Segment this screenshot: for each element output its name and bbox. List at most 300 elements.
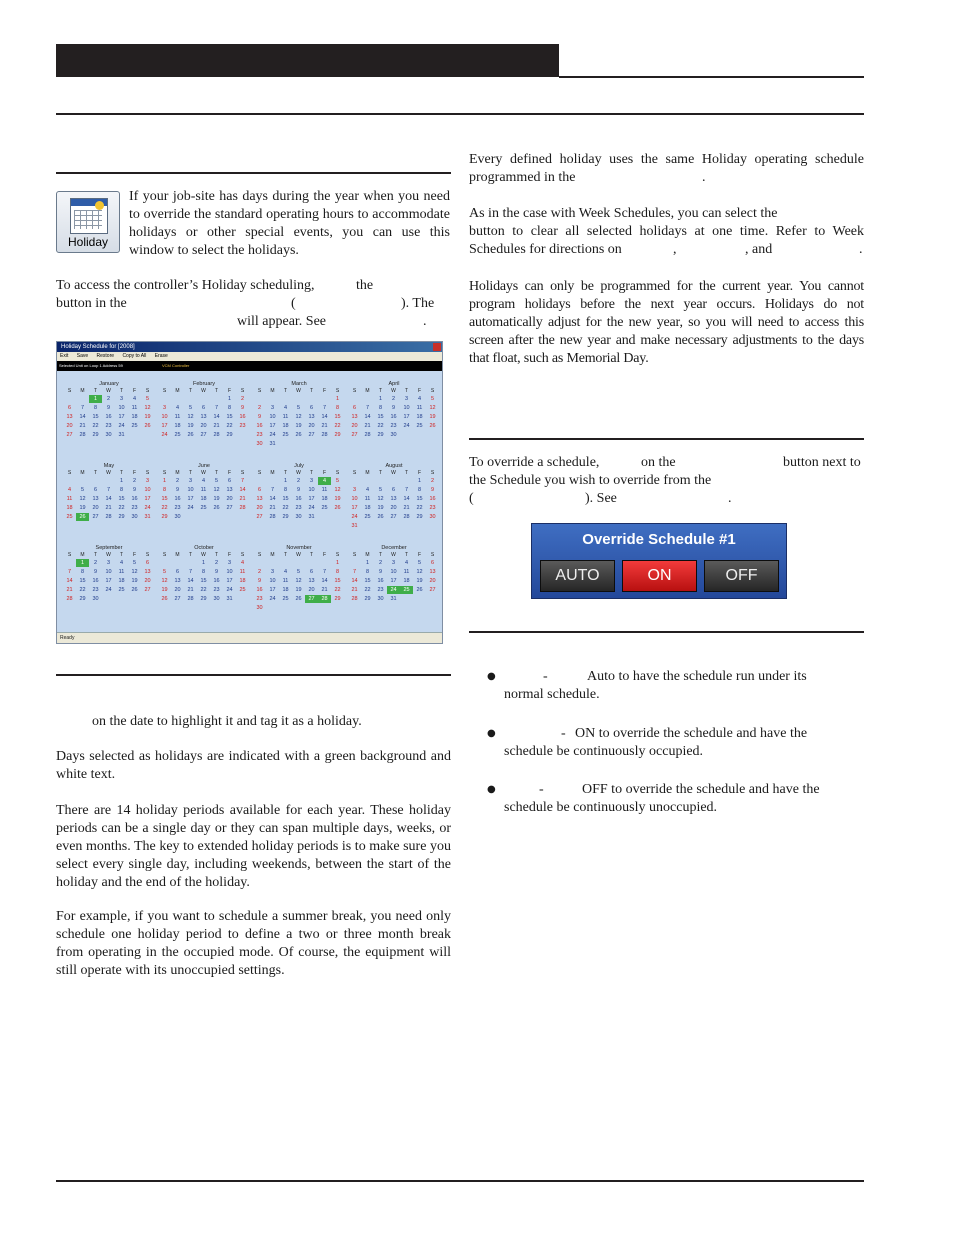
calendar-day[interactable]: 13 bbox=[200, 414, 207, 420]
calendar-day[interactable]: 14 bbox=[321, 578, 328, 584]
calendar-day[interactable]: 7 bbox=[80, 405, 85, 411]
calendar-day[interactable]: 11 bbox=[118, 569, 125, 575]
calendar-day[interactable]: 15 bbox=[200, 578, 207, 584]
calendar-day[interactable]: 24 bbox=[226, 587, 233, 593]
calendar-day[interactable]: 20 bbox=[256, 505, 263, 511]
calendar-day[interactable]: 12 bbox=[213, 487, 220, 493]
calendar-day[interactable]: 22 bbox=[226, 423, 233, 429]
calendar-day[interactable]: 10 bbox=[105, 569, 112, 575]
calendar-day[interactable]: 1 bbox=[365, 560, 370, 566]
calendar-day[interactable]: 23 bbox=[92, 587, 99, 593]
calendar-day[interactable]: 25 bbox=[239, 587, 246, 593]
calendar-day[interactable]: 11 bbox=[200, 487, 207, 493]
calendar-day[interactable]: 14 bbox=[79, 414, 86, 420]
menu-erase[interactable]: Erase bbox=[154, 353, 168, 359]
calendar-day[interactable]: 17 bbox=[226, 578, 233, 584]
calendar-day[interactable]: 22 bbox=[334, 587, 341, 593]
calendar-day[interactable]: 6 bbox=[93, 487, 98, 493]
calendar-day[interactable]: 5 bbox=[430, 396, 435, 402]
calendar-day[interactable]: 14 bbox=[213, 414, 220, 420]
calendar-day[interactable]: 18 bbox=[174, 423, 181, 429]
calendar-day[interactable]: 23 bbox=[105, 423, 112, 429]
calendar-day[interactable]: 7 bbox=[188, 569, 193, 575]
calendar-day[interactable]: 26 bbox=[334, 505, 341, 511]
calendar-day[interactable]: 10 bbox=[390, 569, 397, 575]
calendar-day[interactable]: 11 bbox=[416, 405, 423, 411]
calendar-day[interactable]: 20 bbox=[351, 423, 358, 429]
calendar-day[interactable]: 19 bbox=[377, 505, 384, 511]
calendar-day[interactable]: 13 bbox=[144, 569, 151, 575]
calendar-day[interactable]: 30 bbox=[174, 514, 181, 520]
calendar-day[interactable]: 3 bbox=[227, 560, 232, 566]
calendar-day[interactable]: 19 bbox=[131, 578, 138, 584]
calendar-day[interactable]: 1 bbox=[76, 559, 89, 567]
calendar-day[interactable]: 22 bbox=[118, 505, 125, 511]
calendar-day[interactable]: 28 bbox=[364, 432, 371, 438]
menu-save[interactable]: Save bbox=[76, 353, 89, 359]
calendar-day[interactable]: 15 bbox=[161, 496, 168, 502]
calendar-day[interactable]: 23 bbox=[429, 505, 436, 511]
calendar-day[interactable]: 10 bbox=[351, 496, 358, 502]
calendar-day[interactable]: 17 bbox=[390, 578, 397, 584]
calendar-day[interactable]: 12 bbox=[79, 496, 86, 502]
calendar-day[interactable]: 28 bbox=[239, 505, 246, 511]
calendar-day[interactable]: 10 bbox=[308, 487, 315, 493]
calendar-day[interactable]: 1 bbox=[162, 478, 167, 484]
calendar-day[interactable]: 19 bbox=[187, 423, 194, 429]
calendar-day[interactable]: 22 bbox=[377, 423, 384, 429]
calendar-day[interactable]: 6 bbox=[175, 569, 180, 575]
calendar-day[interactable]: 12 bbox=[377, 496, 384, 502]
calendar-day[interactable]: 29 bbox=[92, 432, 99, 438]
calendar-day[interactable]: 3 bbox=[145, 478, 150, 484]
calendar-day[interactable]: 20 bbox=[226, 496, 233, 502]
calendar-day[interactable]: 15 bbox=[79, 578, 86, 584]
calendar-day[interactable]: 8 bbox=[335, 405, 340, 411]
calendar-day[interactable]: 17 bbox=[144, 496, 151, 502]
off-button[interactable]: OFF bbox=[704, 560, 779, 592]
calendar-day[interactable]: 31 bbox=[226, 596, 233, 602]
calendar-day[interactable]: 13 bbox=[308, 414, 315, 420]
calendar-day[interactable]: 12 bbox=[295, 578, 302, 584]
calendar-day[interactable]: 11 bbox=[282, 578, 289, 584]
calendar-day[interactable]: 28 bbox=[351, 596, 358, 602]
calendar-day[interactable]: 27 bbox=[429, 587, 436, 593]
calendar-day[interactable]: 3 bbox=[119, 396, 124, 402]
calendar-day[interactable]: 22 bbox=[92, 423, 99, 429]
calendar-day[interactable]: 4 bbox=[67, 487, 72, 493]
calendar-day[interactable]: 9 bbox=[391, 405, 396, 411]
calendar-day[interactable]: 14 bbox=[351, 578, 358, 584]
calendar-day[interactable]: 22 bbox=[282, 505, 289, 511]
calendar-day[interactable]: 25 bbox=[66, 514, 73, 520]
calendar-day[interactable]: 14 bbox=[105, 496, 112, 502]
calendar-day[interactable]: 25 bbox=[416, 423, 423, 429]
calendar-day[interactable]: 15 bbox=[334, 414, 341, 420]
calendar-day[interactable]: 6 bbox=[201, 405, 206, 411]
calendar-day[interactable]: 16 bbox=[239, 414, 246, 420]
calendar-day[interactable]: 21 bbox=[351, 587, 358, 593]
calendar-day[interactable]: 24 bbox=[403, 423, 410, 429]
calendar-day[interactable]: 5 bbox=[80, 487, 85, 493]
calendar-day[interactable]: 7 bbox=[270, 487, 275, 493]
calendar-day[interactable]: 19 bbox=[79, 505, 86, 511]
calendar-day[interactable]: 6 bbox=[145, 560, 150, 566]
calendar-day[interactable]: 1 bbox=[378, 396, 383, 402]
calendar-day[interactable]: 30 bbox=[429, 514, 436, 520]
calendar-day[interactable]: 2 bbox=[214, 560, 219, 566]
calendar-day[interactable]: 16 bbox=[105, 414, 112, 420]
calendar-day[interactable]: 17 bbox=[118, 414, 125, 420]
calendar-day[interactable]: 14 bbox=[66, 578, 73, 584]
calendar-day[interactable]: 10 bbox=[226, 569, 233, 575]
calendar-day[interactable]: 16 bbox=[256, 423, 263, 429]
calendar-day[interactable]: 2 bbox=[430, 478, 435, 484]
calendar-day[interactable]: 9 bbox=[296, 487, 301, 493]
calendar-day[interactable]: 2 bbox=[257, 405, 262, 411]
calendar-day[interactable]: 2 bbox=[378, 560, 383, 566]
calendar-day[interactable]: 4 bbox=[132, 396, 137, 402]
calendar-day[interactable]: 1 bbox=[335, 396, 340, 402]
calendar-day[interactable]: 14 bbox=[187, 578, 194, 584]
calendar-day[interactable]: 20 bbox=[429, 578, 436, 584]
calendar-day[interactable]: 3 bbox=[404, 396, 409, 402]
calendar-day[interactable]: 22 bbox=[364, 587, 371, 593]
calendar-day[interactable]: 12 bbox=[295, 414, 302, 420]
calendar-day[interactable]: 3 bbox=[309, 478, 314, 484]
calendar-day[interactable]: 29 bbox=[79, 596, 86, 602]
calendar-day[interactable]: 29 bbox=[334, 432, 341, 438]
calendar-day[interactable]: 11 bbox=[239, 569, 246, 575]
calendar-day[interactable]: 7 bbox=[352, 569, 357, 575]
calendar-day[interactable]: 30 bbox=[105, 432, 112, 438]
calendar-day[interactable]: 2 bbox=[93, 560, 98, 566]
calendar-day[interactable]: 1 bbox=[201, 560, 206, 566]
calendar-day[interactable]: 11 bbox=[174, 414, 181, 420]
calendar-day[interactable]: 9 bbox=[257, 414, 262, 420]
calendar-day[interactable]: 27 bbox=[256, 514, 263, 520]
calendar-day[interactable]: 24 bbox=[161, 432, 168, 438]
calendar-day[interactable]: 27 bbox=[390, 514, 397, 520]
calendar-day[interactable]: 15 bbox=[364, 578, 371, 584]
calendar-day[interactable]: 20 bbox=[174, 587, 181, 593]
calendar-day[interactable]: 19 bbox=[161, 587, 168, 593]
calendar-day[interactable]: 30 bbox=[390, 432, 397, 438]
calendar-day[interactable]: 8 bbox=[335, 569, 340, 575]
calendar-day[interactable]: 3 bbox=[391, 560, 396, 566]
calendar-day[interactable]: 30 bbox=[131, 514, 138, 520]
calendar-day[interactable]: 3 bbox=[352, 487, 357, 493]
calendar-day[interactable]: 19 bbox=[295, 587, 302, 593]
calendar-day[interactable]: 11 bbox=[282, 414, 289, 420]
calendar-day[interactable]: 14 bbox=[364, 414, 371, 420]
calendar-day[interactable]: 9 bbox=[106, 405, 111, 411]
menu-exit[interactable]: Exit bbox=[60, 353, 69, 359]
calendar-day[interactable]: 15 bbox=[118, 496, 125, 502]
calendar-day[interactable]: 8 bbox=[378, 405, 383, 411]
calendar-day[interactable]: 31 bbox=[390, 596, 397, 602]
calendar-day[interactable]: 27 bbox=[226, 505, 233, 511]
calendar-day[interactable]: 6 bbox=[309, 569, 314, 575]
calendar-day[interactable]: 17 bbox=[105, 578, 112, 584]
calendar-day[interactable]: 12 bbox=[131, 569, 138, 575]
calendar-day[interactable]: 5 bbox=[296, 569, 301, 575]
calendar-day[interactable]: 27 bbox=[305, 595, 318, 603]
calendar-day[interactable]: 18 bbox=[66, 505, 73, 511]
calendar-day[interactable]: 5 bbox=[378, 487, 383, 493]
calendar-day[interactable]: 29 bbox=[118, 514, 125, 520]
calendar-day[interactable]: 2 bbox=[175, 478, 180, 484]
calendar-day[interactable]: 4 bbox=[283, 405, 288, 411]
calendar-day[interactable]: 14 bbox=[403, 496, 410, 502]
calendar-day[interactable]: 17 bbox=[187, 496, 194, 502]
calendar-day[interactable]: 8 bbox=[93, 405, 98, 411]
calendar-day[interactable]: 29 bbox=[334, 596, 341, 602]
auto-button[interactable]: AUTO bbox=[540, 560, 615, 592]
calendar-day[interactable]: 27 bbox=[308, 432, 315, 438]
calendar-day[interactable]: 21 bbox=[66, 587, 73, 593]
calendar-day[interactable]: 1 bbox=[417, 478, 422, 484]
calendar-day[interactable]: 28 bbox=[66, 596, 73, 602]
calendar-day[interactable]: 28 bbox=[187, 596, 194, 602]
calendar-day[interactable]: 10 bbox=[187, 487, 194, 493]
calendar-day[interactable]: 13 bbox=[256, 496, 263, 502]
calendar-day[interactable]: 24 bbox=[118, 423, 125, 429]
calendar-day[interactable]: 11 bbox=[403, 569, 410, 575]
calendar-day[interactable]: 30 bbox=[213, 596, 220, 602]
calendar-day[interactable]: 4 bbox=[365, 487, 370, 493]
calendar-day[interactable]: 22 bbox=[79, 587, 86, 593]
calendar-day[interactable]: 5 bbox=[335, 478, 340, 484]
calendar-day[interactable]: 31 bbox=[351, 523, 358, 529]
calendar-day[interactable]: 24 bbox=[269, 432, 276, 438]
calendar-day[interactable]: 11 bbox=[364, 496, 371, 502]
calendar-day[interactable]: 27 bbox=[174, 596, 181, 602]
calendar-day[interactable]: 16 bbox=[174, 496, 181, 502]
calendar-day[interactable]: 18 bbox=[239, 578, 246, 584]
calendar-day[interactable]: 17 bbox=[351, 505, 358, 511]
calendar-day[interactable]: 22 bbox=[334, 423, 341, 429]
calendar-day[interactable]: 4 bbox=[417, 396, 422, 402]
calendar-day[interactable]: 13 bbox=[226, 487, 233, 493]
calendar-day[interactable]: 2 bbox=[257, 569, 262, 575]
calendar-day[interactable]: 10 bbox=[269, 414, 276, 420]
calendar-day[interactable]: 11 bbox=[321, 487, 328, 493]
calendar-day[interactable]: 20 bbox=[308, 423, 315, 429]
calendar-day[interactable]: 6 bbox=[430, 560, 435, 566]
calendar-day[interactable]: 29 bbox=[364, 596, 371, 602]
calendar-day[interactable]: 24 bbox=[308, 505, 315, 511]
calendar-day[interactable]: 19 bbox=[416, 578, 423, 584]
calendar-day[interactable]: 9 bbox=[214, 569, 219, 575]
calendar-day[interactable]: 18 bbox=[118, 578, 125, 584]
calendar-day[interactable]: 18 bbox=[282, 587, 289, 593]
calendar-day[interactable]: 13 bbox=[92, 496, 99, 502]
calendar-day[interactable]: 8 bbox=[227, 405, 232, 411]
calendar-day[interactable]: 23 bbox=[213, 587, 220, 593]
calendar-day[interactable]: 16 bbox=[377, 578, 384, 584]
calendar-day[interactable]: 5 bbox=[162, 569, 167, 575]
calendar-day[interactable]: 28 bbox=[403, 514, 410, 520]
calendar-day[interactable]: 16 bbox=[92, 578, 99, 584]
calendar-day[interactable]: 21 bbox=[187, 587, 194, 593]
calendar-day[interactable]: 13 bbox=[174, 578, 181, 584]
calendar-day[interactable]: 30 bbox=[295, 514, 302, 520]
calendar-day[interactable]: 7 bbox=[322, 569, 327, 575]
calendar-day[interactable]: 15 bbox=[282, 496, 289, 502]
calendar-day[interactable]: 8 bbox=[283, 487, 288, 493]
calendar-day[interactable]: 6 bbox=[391, 487, 396, 493]
calendar-day[interactable]: 8 bbox=[162, 487, 167, 493]
calendar-day[interactable]: 4 bbox=[404, 560, 409, 566]
calendar-day[interactable]: 24 bbox=[144, 505, 151, 511]
calendar-day[interactable]: 19 bbox=[334, 496, 341, 502]
calendar-day[interactable]: 25 bbox=[118, 587, 125, 593]
calendar-day[interactable]: 26 bbox=[377, 514, 384, 520]
calendar-day[interactable]: 5 bbox=[132, 560, 137, 566]
calendar-day[interactable]: 14 bbox=[239, 487, 246, 493]
calendar-day[interactable]: 16 bbox=[390, 414, 397, 420]
calendar-day[interactable]: 1 bbox=[283, 478, 288, 484]
calendar-day[interactable]: 23 bbox=[131, 505, 138, 511]
calendar-day[interactable]: 20 bbox=[200, 423, 207, 429]
calendar-day[interactable]: 16 bbox=[256, 587, 263, 593]
calendar-day[interactable]: 20 bbox=[390, 505, 397, 511]
calendar-day[interactable]: 31 bbox=[118, 432, 125, 438]
calendar-day[interactable]: 27 bbox=[200, 432, 207, 438]
calendar-day[interactable]: 26 bbox=[295, 596, 302, 602]
calendar-day[interactable]: 25 bbox=[200, 505, 207, 511]
calendar-day[interactable]: 4 bbox=[175, 405, 180, 411]
calendar-day[interactable]: 18 bbox=[416, 414, 423, 420]
calendar-day[interactable]: 16 bbox=[429, 496, 436, 502]
calendar-day[interactable]: 26 bbox=[213, 505, 220, 511]
calendar-day[interactable]: 6 bbox=[309, 405, 314, 411]
calendar-day[interactable]: 3 bbox=[270, 569, 275, 575]
calendar-day[interactable]: 13 bbox=[66, 414, 73, 420]
calendar-day[interactable]: 30 bbox=[256, 441, 263, 447]
calendar-day[interactable]: 17 bbox=[269, 423, 276, 429]
calendar-day[interactable]: 31 bbox=[308, 514, 315, 520]
calendar-day[interactable]: 2 bbox=[106, 396, 111, 402]
calendar-day[interactable]: 17 bbox=[269, 587, 276, 593]
calendar-day[interactable]: 25 bbox=[282, 596, 289, 602]
calendar-day[interactable]: 30 bbox=[92, 596, 99, 602]
calendar-day[interactable]: 28 bbox=[321, 432, 328, 438]
calendar-day[interactable]: 12 bbox=[429, 405, 436, 411]
menu-restore[interactable]: Restore bbox=[96, 353, 115, 359]
calendar-day[interactable]: 7 bbox=[322, 405, 327, 411]
calendar-day[interactable]: 3 bbox=[106, 560, 111, 566]
calendar-day[interactable]: 3 bbox=[270, 405, 275, 411]
calendar-day[interactable]: 3 bbox=[162, 405, 167, 411]
calendar-day[interactable]: 19 bbox=[295, 423, 302, 429]
calendar-day[interactable]: 5 bbox=[417, 560, 422, 566]
calendar-day[interactable]: 23 bbox=[390, 423, 397, 429]
calendar-day[interactable]: 10 bbox=[269, 578, 276, 584]
calendar-day[interactable]: 7 bbox=[106, 487, 111, 493]
calendar-day[interactable]: 22 bbox=[161, 505, 168, 511]
calendar-day[interactable]: 30 bbox=[256, 605, 263, 611]
calendar-day[interactable]: 10 bbox=[144, 487, 151, 493]
calendar-day[interactable]: 8 bbox=[119, 487, 124, 493]
calendar-day[interactable]: 23 bbox=[295, 505, 302, 511]
calendar-day[interactable]: 13 bbox=[429, 569, 436, 575]
calendar-day[interactable]: 15 bbox=[334, 578, 341, 584]
calendar-day[interactable]: 30 bbox=[377, 596, 384, 602]
calendar-day[interactable]: 18 bbox=[131, 414, 138, 420]
calendar-day[interactable]: 25 bbox=[364, 514, 371, 520]
calendar-day[interactable]: 19 bbox=[429, 414, 436, 420]
calendar-day[interactable]: 18 bbox=[282, 423, 289, 429]
calendar-day[interactable]: 8 bbox=[417, 487, 422, 493]
calendar-day[interactable]: 12 bbox=[144, 405, 151, 411]
calendar-day[interactable]: 9 bbox=[430, 487, 435, 493]
calendar-day[interactable]: 5 bbox=[188, 405, 193, 411]
calendar-day[interactable]: 21 bbox=[321, 587, 328, 593]
calendar-day[interactable]: 31 bbox=[269, 441, 276, 447]
calendar-day[interactable]: 29 bbox=[282, 514, 289, 520]
calendar-day[interactable]: 17 bbox=[403, 414, 410, 420]
calendar-day[interactable]: 6 bbox=[227, 478, 232, 484]
menu-copy-to-all[interactable]: Copy to All bbox=[122, 353, 147, 359]
calendar-day[interactable]: 4 bbox=[283, 569, 288, 575]
calendar-day[interactable]: 9 bbox=[257, 578, 262, 584]
calendar-day[interactable]: 21 bbox=[213, 423, 220, 429]
calendar-day[interactable]: 29 bbox=[226, 432, 233, 438]
calendar-day[interactable]: 23 bbox=[377, 587, 384, 593]
calendar-day[interactable]: 21 bbox=[403, 505, 410, 511]
calendar-day[interactable]: 18 bbox=[321, 496, 328, 502]
calendar-day[interactable]: 6 bbox=[67, 405, 72, 411]
calendar-day[interactable]: 2 bbox=[296, 478, 301, 484]
calendar-day[interactable]: 7 bbox=[404, 487, 409, 493]
calendar-day[interactable]: 21 bbox=[269, 505, 276, 511]
calendar-day[interactable]: 21 bbox=[321, 423, 328, 429]
calendar-day[interactable]: 16 bbox=[213, 578, 220, 584]
calendar-day[interactable]: 25 bbox=[131, 423, 138, 429]
calendar-day[interactable]: 15 bbox=[92, 414, 99, 420]
calendar-day[interactable]: 9 bbox=[175, 487, 180, 493]
calendar-day[interactable]: 7 bbox=[240, 478, 245, 484]
calendar-day[interactable]: 25 bbox=[321, 505, 328, 511]
calendar-day[interactable]: 16 bbox=[131, 496, 138, 502]
calendar-day[interactable]: 7 bbox=[365, 405, 370, 411]
calendar-day[interactable]: 13 bbox=[390, 496, 397, 502]
calendar-day[interactable]: 23 bbox=[239, 423, 246, 429]
calendar-day[interactable]: 15 bbox=[416, 496, 423, 502]
calendar-day[interactable]: 24 bbox=[269, 596, 276, 602]
calendar-day[interactable]: 17 bbox=[161, 423, 168, 429]
calendar-day[interactable]: 6 bbox=[352, 405, 357, 411]
calendar-day[interactable]: 3 bbox=[188, 478, 193, 484]
calendar-day[interactable]: 26 bbox=[295, 432, 302, 438]
calendar-day[interactable]: 14 bbox=[321, 414, 328, 420]
calendar-day[interactable]: 24 bbox=[387, 586, 400, 594]
calendar-day[interactable]: 5 bbox=[145, 396, 150, 402]
calendar-day[interactable]: 1 bbox=[227, 396, 232, 402]
calendar-day[interactable]: 19 bbox=[144, 414, 151, 420]
calendar-day[interactable]: 17 bbox=[308, 496, 315, 502]
calendar-day[interactable]: 24 bbox=[187, 505, 194, 511]
calendar-day[interactable]: 18 bbox=[364, 505, 371, 511]
calendar-day[interactable]: 10 bbox=[403, 405, 410, 411]
calendar-day[interactable]: 28 bbox=[269, 514, 276, 520]
calendar-day[interactable]: 2 bbox=[391, 396, 396, 402]
calendar-day[interactable]: 21 bbox=[79, 423, 86, 429]
calendar-day[interactable]: 9 bbox=[240, 405, 245, 411]
calendar-day[interactable]: 24 bbox=[105, 587, 112, 593]
